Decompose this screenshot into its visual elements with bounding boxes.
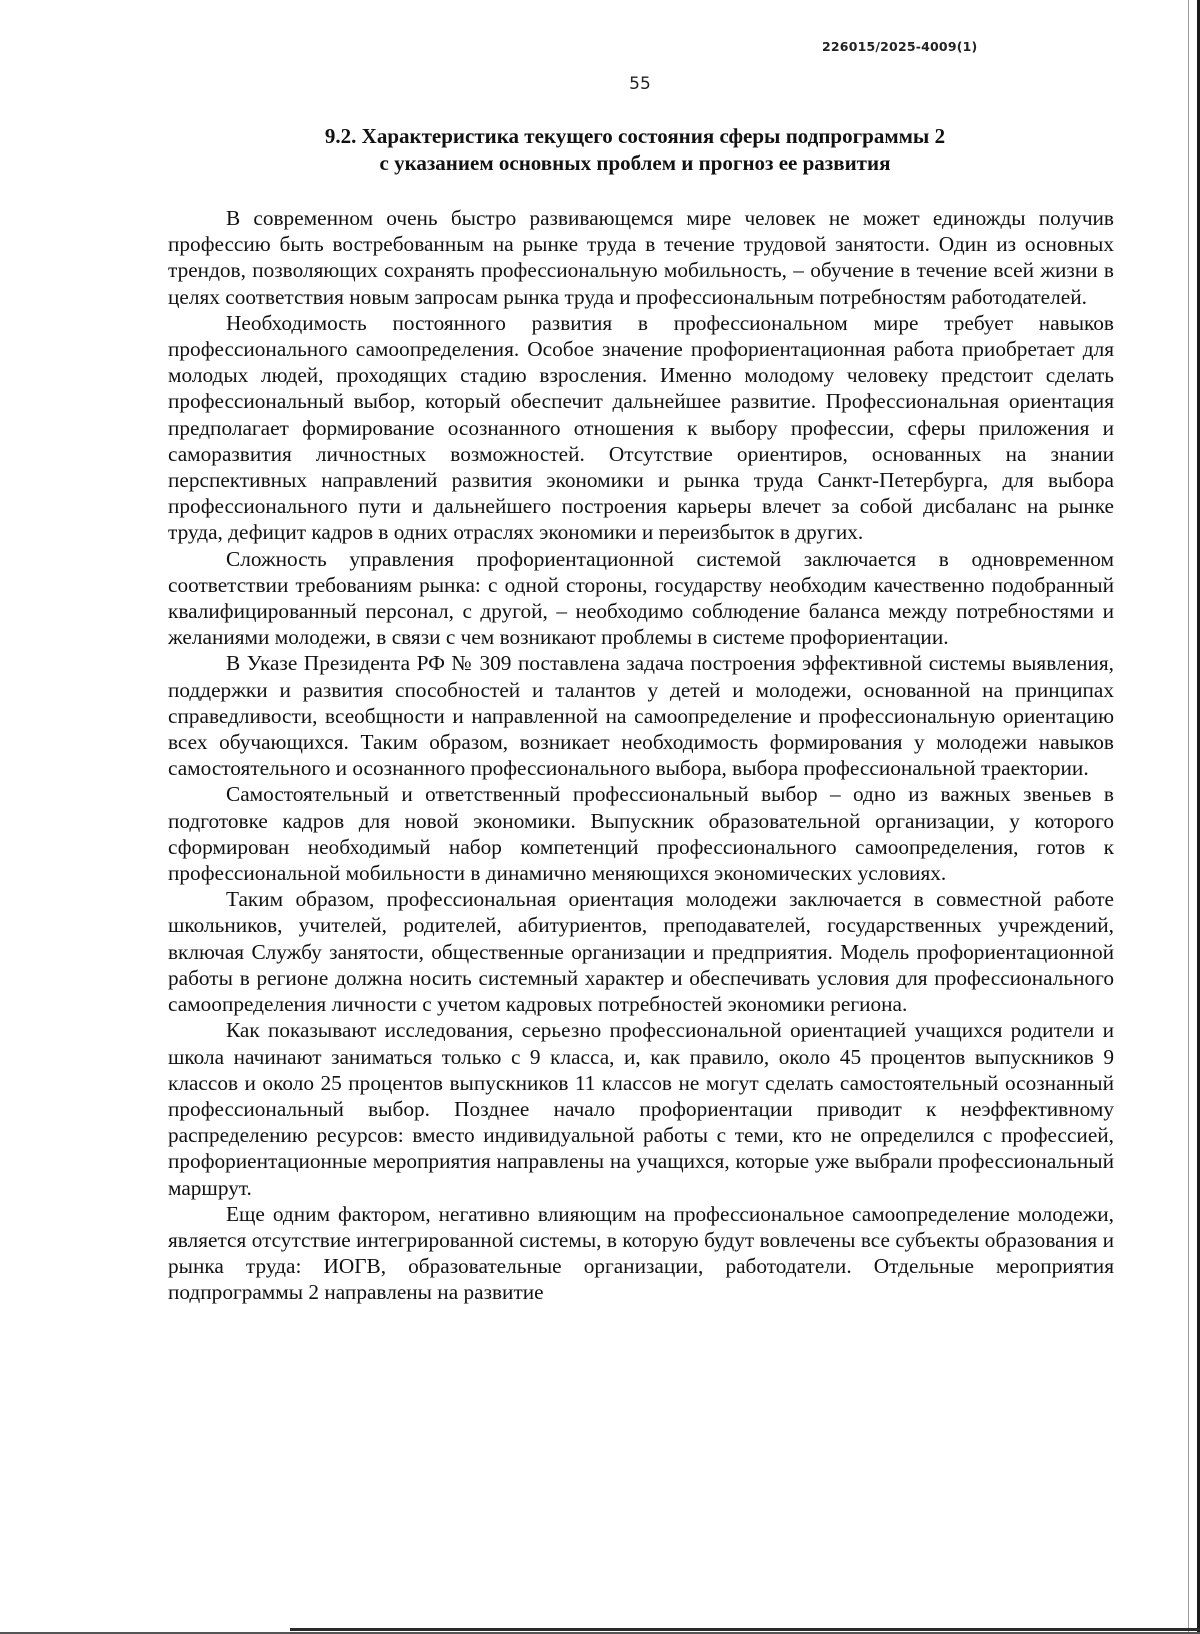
paragraph: Еще одним фактором, негативно влияющим на профессиональное самоопределение молодежи, является отсутствие интегрированной системы, в которую будут вовлечены все субъекты образования и рынка труда: ИОГВ, образовательные организации, работодатели. Отдельные мероприятия подпрограммы 2 направлены на развитие <box>168 1201 1114 1305</box>
scan-edge-bottom <box>290 1628 1200 1631</box>
paragraph: Самостоятельный и ответственный профессиональный выбор – одно из важных звеньев в подготовке кадров для новой экономики. Выпускник образовательной организации, у которого сформирован необходимый набор компетенций профессионального самоопределения, готов к профессиональной мобильности в динамично меняющихся экономических условиях. <box>168 782 1114 886</box>
paragraph: В Указе Президента РФ № 309 поставлена задача построения эффективной системы выявления, поддержки и развития способностей и талантов у детей и молодежи, основанной на принципах справедливости, всеобщности и направленной на самоопределение и профессиональную ориентацию всех обучающихся. Таким образом, возникает необходимость формирования у молодежи навыков самостоятельного и осознанного профессионального выбора, выбора профессиональной траектории. <box>168 651 1114 781</box>
paragraph: Как показывают исследования, серьезно профессиональной ориентацией учащихся родители и школа начинают заниматься только с 9 класса, и, как правило, около 45 процентов выпускников 9 классов и около 25 процентов выпускников 11 классов не могут сделать самостоятельный осознанный профессиональный выбор. Позднее начало профориентации приводит к неэффективному распределению ресурсов: вместо индивидуальной работы с теми, кто не определился с профессией, профориентационные мероприятия направлены на учащихся, которые уже выбрали профессиональный маршрут. <box>168 1018 1114 1200</box>
paragraph: Таким образом, профессиональная ориентация молодежи заключается в совместной работе школьников, учителей, родителей, абитуриентов, преподавателей, государственных учреждений, включая Службу занятости, общественные организации и предприятия. Модель профориентационной работы в регионе должна носить системный характер и обеспечивать условия для профессионального самоопределения личности с учетом кадровых потребностей экономики региона. <box>168 887 1114 1017</box>
section-title <box>0 123 1200 177</box>
page-number: 55 <box>629 74 651 94</box>
paragraph: Сложность управления профориентационной системой заключается в одновременном соответствии требованиям рынка: с одной стороны, государству необходим качественно подобранный квалифицированный персонал, с другой, – необходимо соблюдение баланса между потребностями и желаниями молодежи, в связи с чем возникают проблемы в системе профориентации. <box>168 546 1114 650</box>
document-number: 226015/2025-4009(1) <box>822 39 978 54</box>
document-body <box>168 205 1114 1306</box>
paragraph: Необходимость постоянного развития в профессиональном мире требует навыков профессионального самоопределения. Особое значение профориентационная работа приобретает для молодых людей, проходящих стадию взросления. Именно молодому человеку предстоит сделать профессиональный выбор, который обеспечит дальнейшее развитие. Профессиональная ориентация предполагает формирование осознанного отношения к выбору профессии, сферы приложения и саморазвития личностных возможностей. Отсутствие ориентиров, основанных на знании перспективных направлений развития экономики и рынка труда Санкт-Петербурга, для выбора профессионального пути и дальнейшего построения карьеры влечет за собой дисбаланс на рынке труда, дефицит кадров в одних отраслях экономики и переизбыток в других. <box>168 310 1114 545</box>
scan-edge-line <box>1188 0 1189 1634</box>
paragraph: В современном очень быстро развивающемся мире человек не может единожды получив профессию быть востребованным на рынке труда в течение трудовой занятости. Один из основных трендов, позволяющих сохранять профессиональную мобильность, – обучение в течение всей жизни в целях соответствия новым запросам рынка труда и профессиональным потребностям работодателей. <box>168 206 1114 309</box>
section-title-line-1: 9.2. Характеристика текущего состояния сферы подпрограммы 2 <box>324 124 946 148</box>
section-title-line-2: с указанием основных проблем и прогноз ее развития <box>379 151 891 175</box>
